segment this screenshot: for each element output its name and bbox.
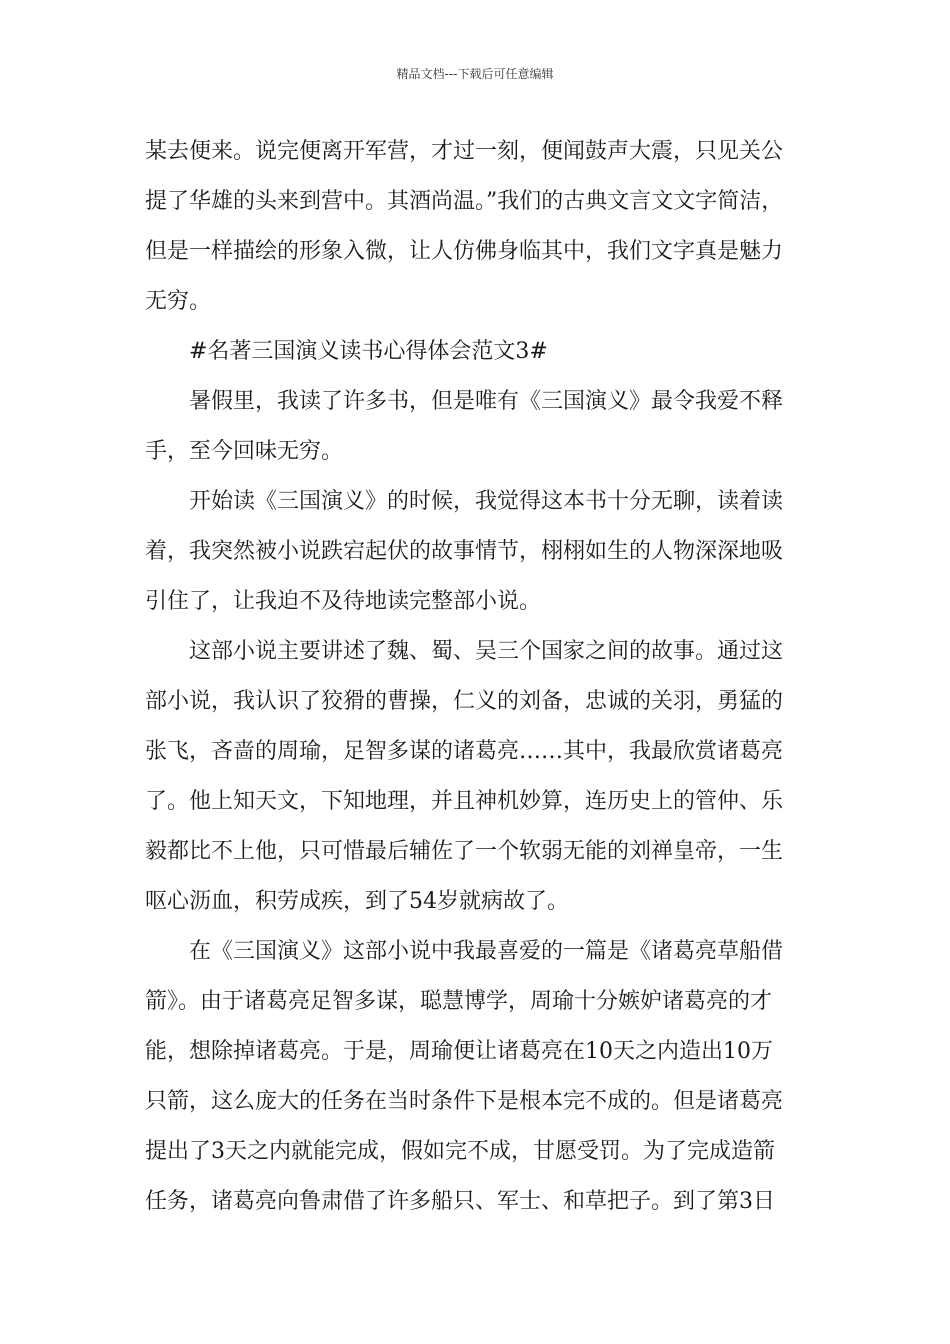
text-line: 开始读《三国演义》的时候，我觉得这本书十分无聊，读着读 [189,489,784,514]
page-header: 精品文档---下载后可任意编辑 [396,67,554,81]
text-line: 某去便来。说完便离开军营，才过一刻，便闻鼓声大震，只见关公 [145,139,784,164]
text-line: 无穷。 [145,289,212,314]
text-line: 毅都比不上他，只可惜最后辅佐了一个软弱无能的刘禅皇帝，一生 [145,839,784,864]
text-line: 了。他上知天文，下知地理，并且神机妙算，连历史上的管仲、乐 [145,789,784,814]
text-line: 提了华雄的头来到营中。其酒尚温。”我们的古典文言文文字简洁， [145,189,784,214]
text-line: 但是一样描绘的形象入微，让人仿佛身临其中，我们文字真是魅力 [145,239,784,264]
text-line: 箭》。由于诸葛亮足智多谋，聪慧博学，周瑜十分嫉妒诸葛亮的才 [145,989,773,1014]
text-line: 在《三国演义》这部小说中我最喜爱的一篇是《诸葛亮草船借 [189,939,784,964]
text-line: 张飞，吝啬的周瑜，足智多谋的诸葛亮……其中，我最欣赏诸葛亮 [145,739,784,764]
text-line: 手，至今回味无穷。 [145,439,344,464]
document-body [145,132,810,1232]
text-line: 能，想除掉诸葛亮。于是，周瑜便让诸葛亮在10天之内造出10万 [145,1039,773,1064]
text-line: 部小说，我认识了狡猾的曹操，仁义的刘备，忠诚的关羽，勇猛的 [145,689,784,714]
text-line: 这部小说主要讲述了魏、蜀、吴三个国家之间的故事。通过这 [189,639,784,664]
text-line: 着，我突然被小说跌宕起伏的故事情节，栩栩如生的人物深深地吸 [145,539,784,564]
text-line: 呕心沥血，积劳成疾，到了54岁就病故了。 [145,889,569,914]
text-line: 任务，诸葛亮向鲁肃借了许多船只、军士、和草把子。到了第3日 [145,1189,775,1214]
text-line: #名著三国演义读书心得体会范文3# [189,339,548,364]
text-line: 暑假里，我读了许多书，但是唯有《三国演义》最令我爱不释 [189,389,784,414]
text-line: 引住了，让我迫不及待地读完整部小说。 [145,589,542,614]
text-line: 只箭，这么庞大的任务在当时条件下是根本完不成的。但是诸葛亮 [145,1089,784,1114]
text-line: 提出了3天之内就能完成，假如完不成，甘愿受罚。为了完成造箭 [145,1139,775,1164]
